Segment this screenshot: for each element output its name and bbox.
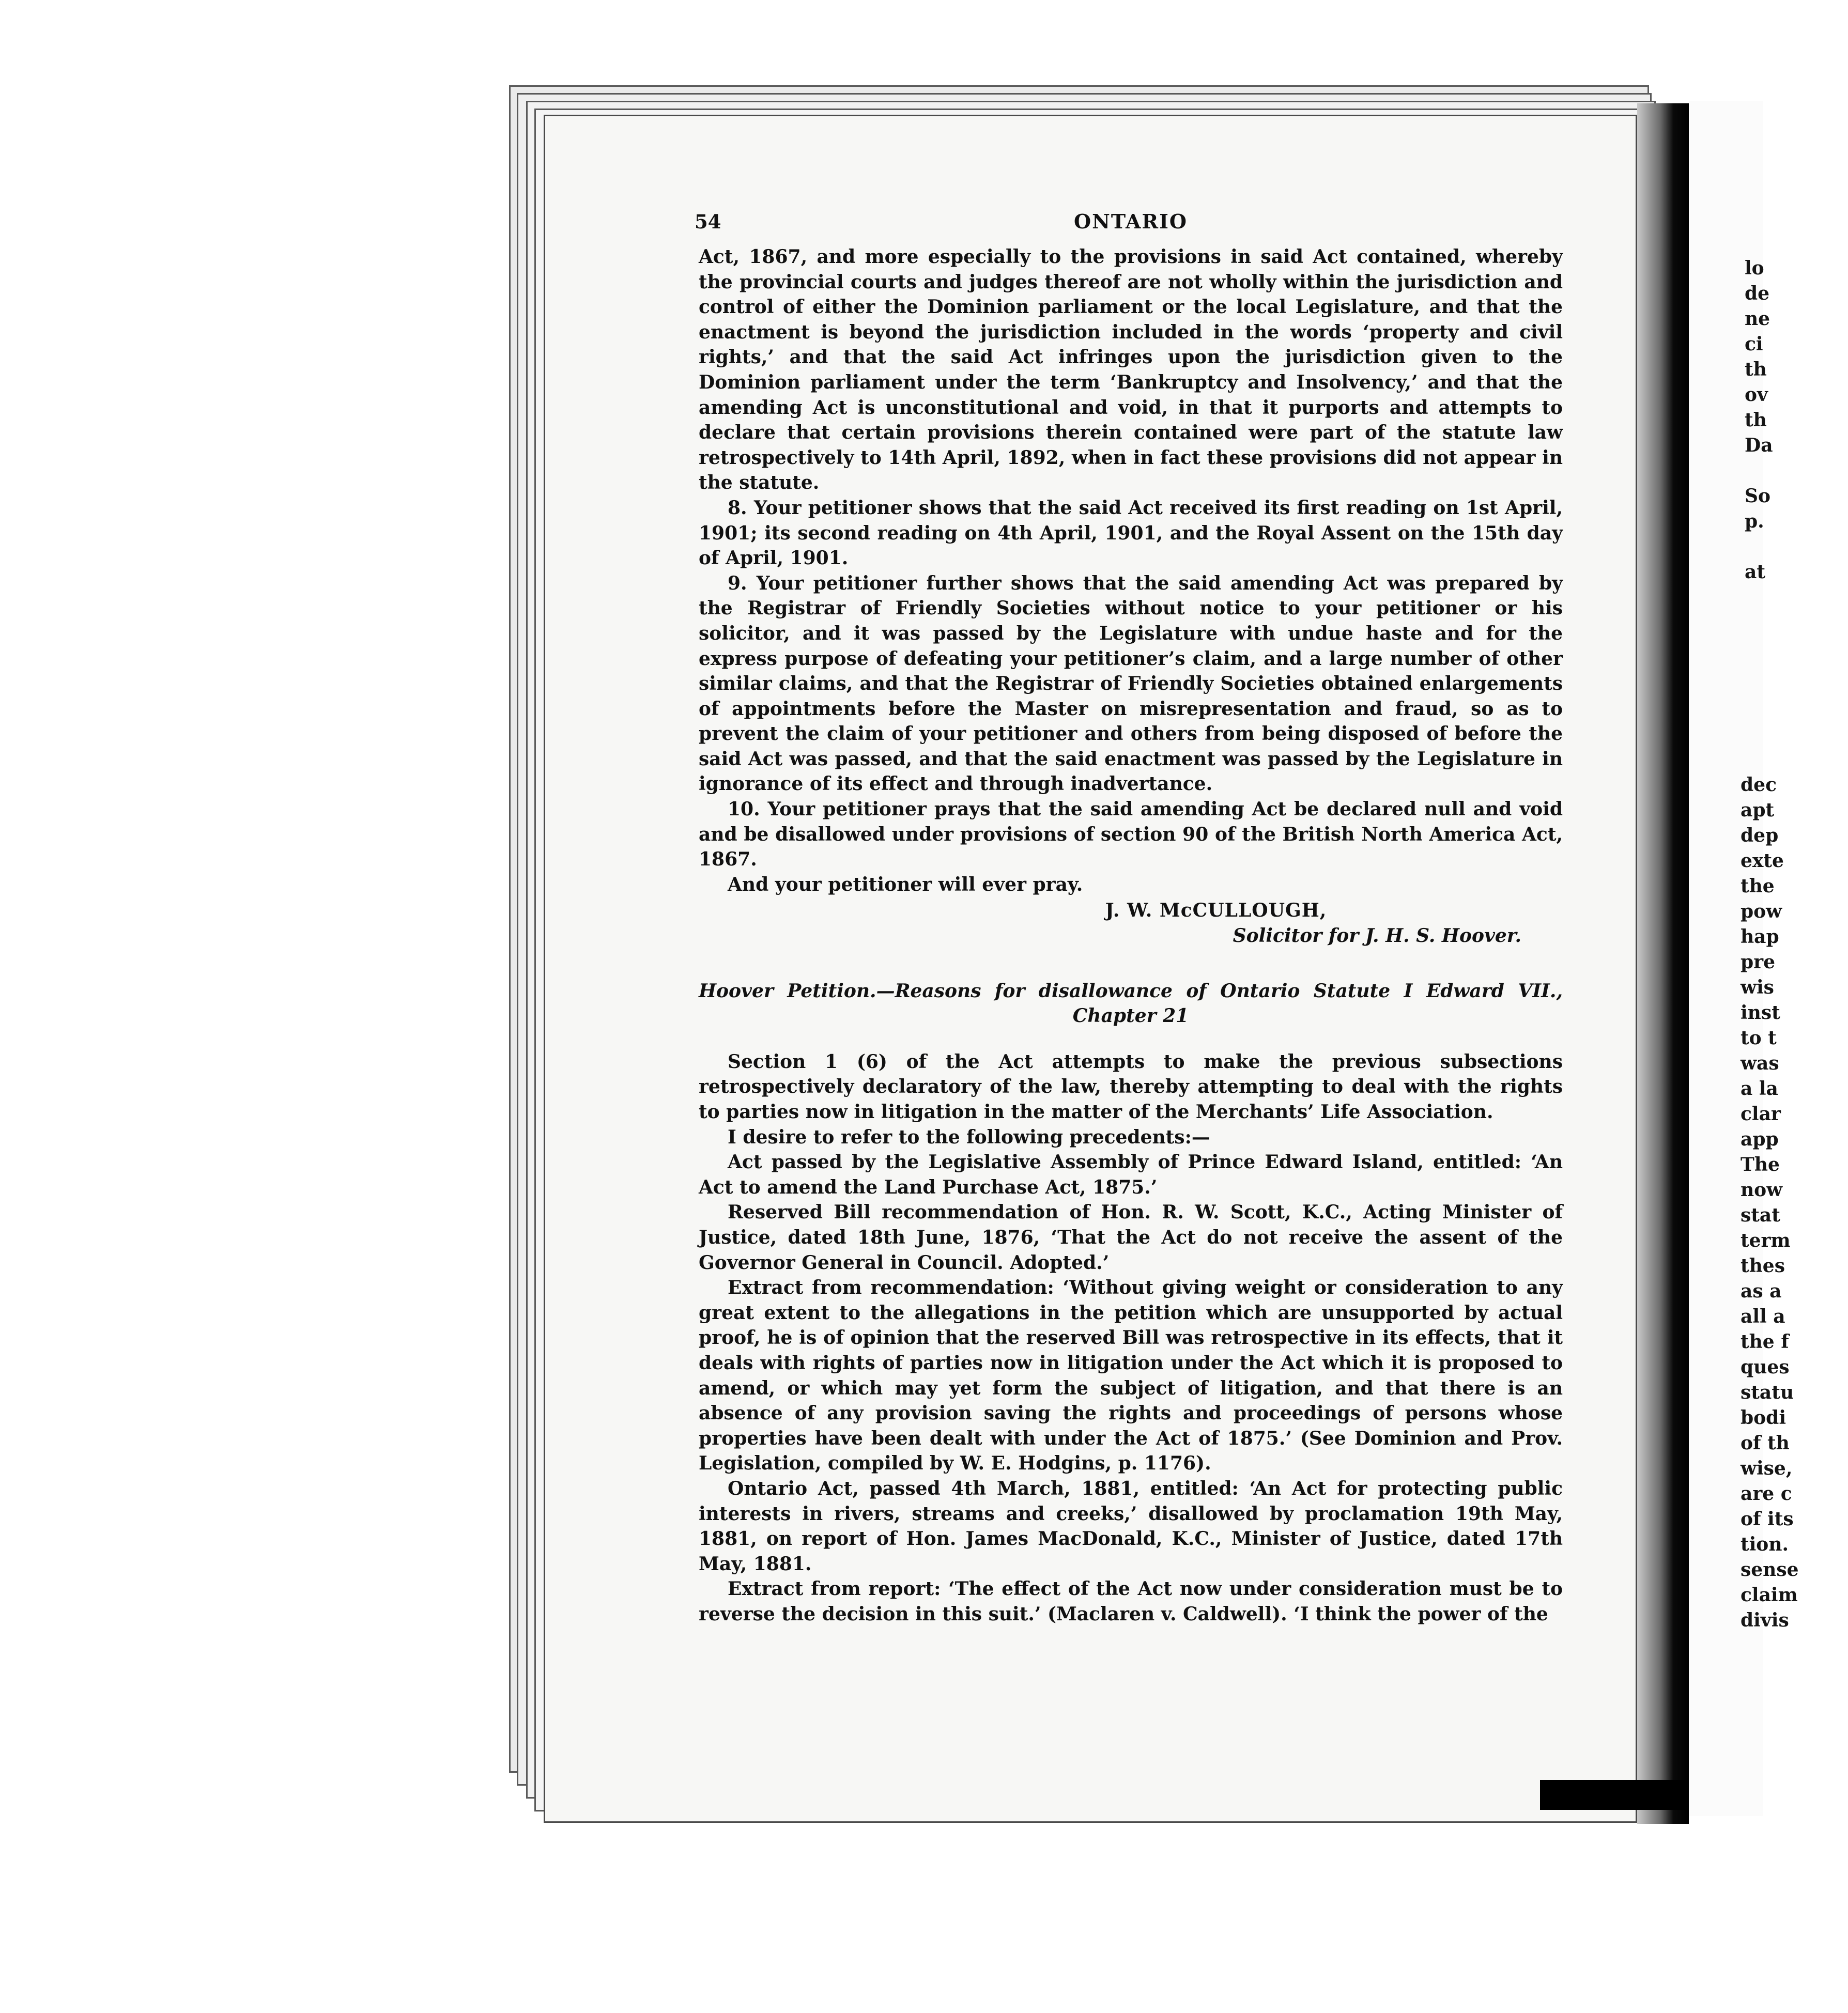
fragment: a la	[1741, 1078, 1778, 1100]
fragment: of its	[1741, 1508, 1794, 1530]
paragraph: Act, 1867, and more especially to the provisions in said Act contained, whereby the provincial courts and judges thereof are not wholly within the jurisdiction and control of either the Dominion parliament or the local Legislature, and that the enactment is beyond the jurisdiction included in the words ‘property and civil rights,’ and that the said Act infringes upon the jurisdiction given to the Dominion parliament under the term ‘Bankruptcy and Insolvency,’ and that the amending Act is unconstitutional and void, in that it purports and attempts to declare that certain provisions therein contained were part of the statute law retrospectively to 14th April, 1892, when in fact these provisions did not appear in the statute.	[699, 246, 1563, 494]
fragment: bodi	[1741, 1407, 1787, 1429]
fragment: thes	[1741, 1255, 1785, 1277]
running-head: ONTARIO	[1074, 210, 1188, 233]
fragment: dep	[1741, 825, 1779, 846]
opposite-page-bottom-fragments	[1741, 772, 1844, 1633]
fragment: p.	[1745, 510, 1764, 532]
paragraph: Extract from report: ‘The effect of the Act now under consideration must be to reverse the decision in this suit.’ (Maclaren v. Caldwell). ‘I think the power of the	[699, 1578, 1563, 1625]
fragment: to t	[1741, 1027, 1777, 1049]
opposite-page-top-fragments	[1745, 256, 1848, 585]
fragment: dec	[1741, 774, 1777, 796]
fragment	[1745, 458, 1848, 484]
fragment: clar	[1741, 1103, 1781, 1125]
fragment: exte	[1741, 850, 1784, 872]
section-title-line: Hoover Petition.—Reasons for disallowance of Ontario Statute I Edward VII.,	[699, 980, 1563, 1002]
fragment: claim	[1741, 1584, 1798, 1606]
page-header	[695, 209, 1563, 239]
section-title-line: Chapter 21	[1072, 1005, 1189, 1027]
fragment: ov	[1745, 384, 1768, 406]
fragment: as a	[1741, 1280, 1782, 1302]
fragment: ques	[1741, 1356, 1790, 1378]
fragment: at	[1745, 561, 1765, 583]
fragment	[1745, 534, 1848, 560]
fragment: all a	[1741, 1306, 1785, 1327]
paragraph: I desire to refer to the following precedents:—	[728, 1126, 1210, 1148]
fragment: th	[1745, 359, 1767, 380]
fragment: de	[1745, 283, 1770, 304]
fragment: term	[1741, 1230, 1791, 1251]
page-number: 54	[695, 210, 721, 233]
fragment: wise,	[1741, 1458, 1793, 1479]
paragraph: 9. Your petitioner further shows that the said amending Act was prepared by the Registrar of Friendly Societies without notice to your petitioner or his solicitor, and it was passed by the Legislature with undue haste and for the express purpose of defeating your petitioner’s claim, and a large number of other similar claims, and that the Registrar of Friendly Societies obtained enlargements of appointments before the Master on misrepresentation and fraud, so as to prevent the claim of your petitioner and others from being disposed of before the said Act was passed, and that the said enactment was passed by the Legislature in ignorance of its effect and through inadvertance.	[699, 572, 1563, 795]
opposite-page	[1689, 101, 1799, 1816]
fragment: pow	[1741, 901, 1782, 922]
fragment: wis	[1741, 977, 1774, 998]
paragraph: Ontario Act, passed 4th March, 1881, entitled: ‘An Act for protecting public interests in rivers, streams and creeks,’ disallowed by proclamation 19th May, 1881, on report of Hon. James MacDonald, K.C., Minister of Justice, dated 17th May, 1881.	[699, 1477, 1563, 1575]
paragraph: Act passed by the Legislative Assembly of Prince Edward Island, entitled: ‘An Act to amend the Land Purchase Act, 1875.’	[699, 1151, 1563, 1198]
fragment: inst	[1741, 1002, 1780, 1024]
fragment: are c	[1741, 1483, 1792, 1505]
fragment: hap	[1741, 926, 1779, 948]
book-spine-shadow	[1540, 1780, 1695, 1810]
fragment: stat	[1741, 1204, 1780, 1226]
fragment: sense	[1741, 1559, 1799, 1581]
fragment: ci	[1745, 333, 1763, 355]
fragment: was	[1741, 1052, 1779, 1074]
paragraph: And your petitioner will ever pray.	[728, 873, 1083, 895]
fragment: the f	[1741, 1331, 1789, 1353]
paragraph: Section 1 (6) of the Act attempts to make the previous subsections retrospectively declaratory of the law, thereby attempting to deal with the rights to parties now in litigation in the matter of the Merchants’ Life Association.	[699, 1050, 1563, 1123]
fragment: ne	[1745, 308, 1770, 330]
page-text	[695, 209, 1563, 1627]
section-title	[699, 979, 1563, 1029]
paragraph: 8. Your petitioner shows that the said Act received its first reading on 1st April, 1901; its second reading on 4th April, 1901, and the Royal Assent on the 15th day of April, 1901.	[699, 497, 1563, 569]
fragment: Da	[1745, 435, 1773, 456]
fragment: the	[1741, 875, 1775, 897]
fragment: divis	[1741, 1609, 1789, 1631]
signature-title: Solicitor for J. H. S. Hoover.	[1233, 925, 1521, 947]
fragment: app	[1741, 1128, 1779, 1150]
fragment: of th	[1741, 1432, 1790, 1454]
book-spine	[1637, 103, 1689, 1824]
paragraph: 10. Your petitioner prays that the said amending Act be declared null and void and be disallowed under provisions of section 90 of the British North America Act, 1867.	[699, 798, 1563, 871]
fragment: apt	[1741, 799, 1775, 821]
paragraph: Extract from recommendation: ‘Without giving weight or consideration to any great extent to the allegations in the petition which are unsupported by actual proof, he is of opinion that the reserved Bill was retrospective in its effects, that it deals with rights of parties now in litigation under the Act which it is proposed to amend, or which may yet form the subject of litigation, and that there is an absence of any provision saving the rights and proceedings of persons whose properties have been dealt with under the Act of 1875.’ (See Dominion and Prov. Legislation, compiled by W. E. Hodgins, p. 1176).	[699, 1277, 1563, 1475]
fragment: tion.	[1741, 1534, 1789, 1555]
fragment: th	[1745, 409, 1767, 431]
fragment: The	[1741, 1154, 1780, 1175]
fragment: So	[1745, 485, 1771, 507]
fragment: pre	[1741, 951, 1776, 973]
paragraph: Reserved Bill recommendation of Hon. R. W. Scott, K.C., Acting Minister of Justice, dated 18th June, 1876, ‘That the Act do not receive the assent of the Governor General in Council. Adopted.’	[699, 1201, 1563, 1274]
fragment: now	[1741, 1179, 1783, 1201]
fragment: statu	[1741, 1382, 1794, 1403]
signature-name: J. W. McCULLOUGH,	[1105, 900, 1327, 922]
fragment: lo	[1745, 257, 1764, 279]
